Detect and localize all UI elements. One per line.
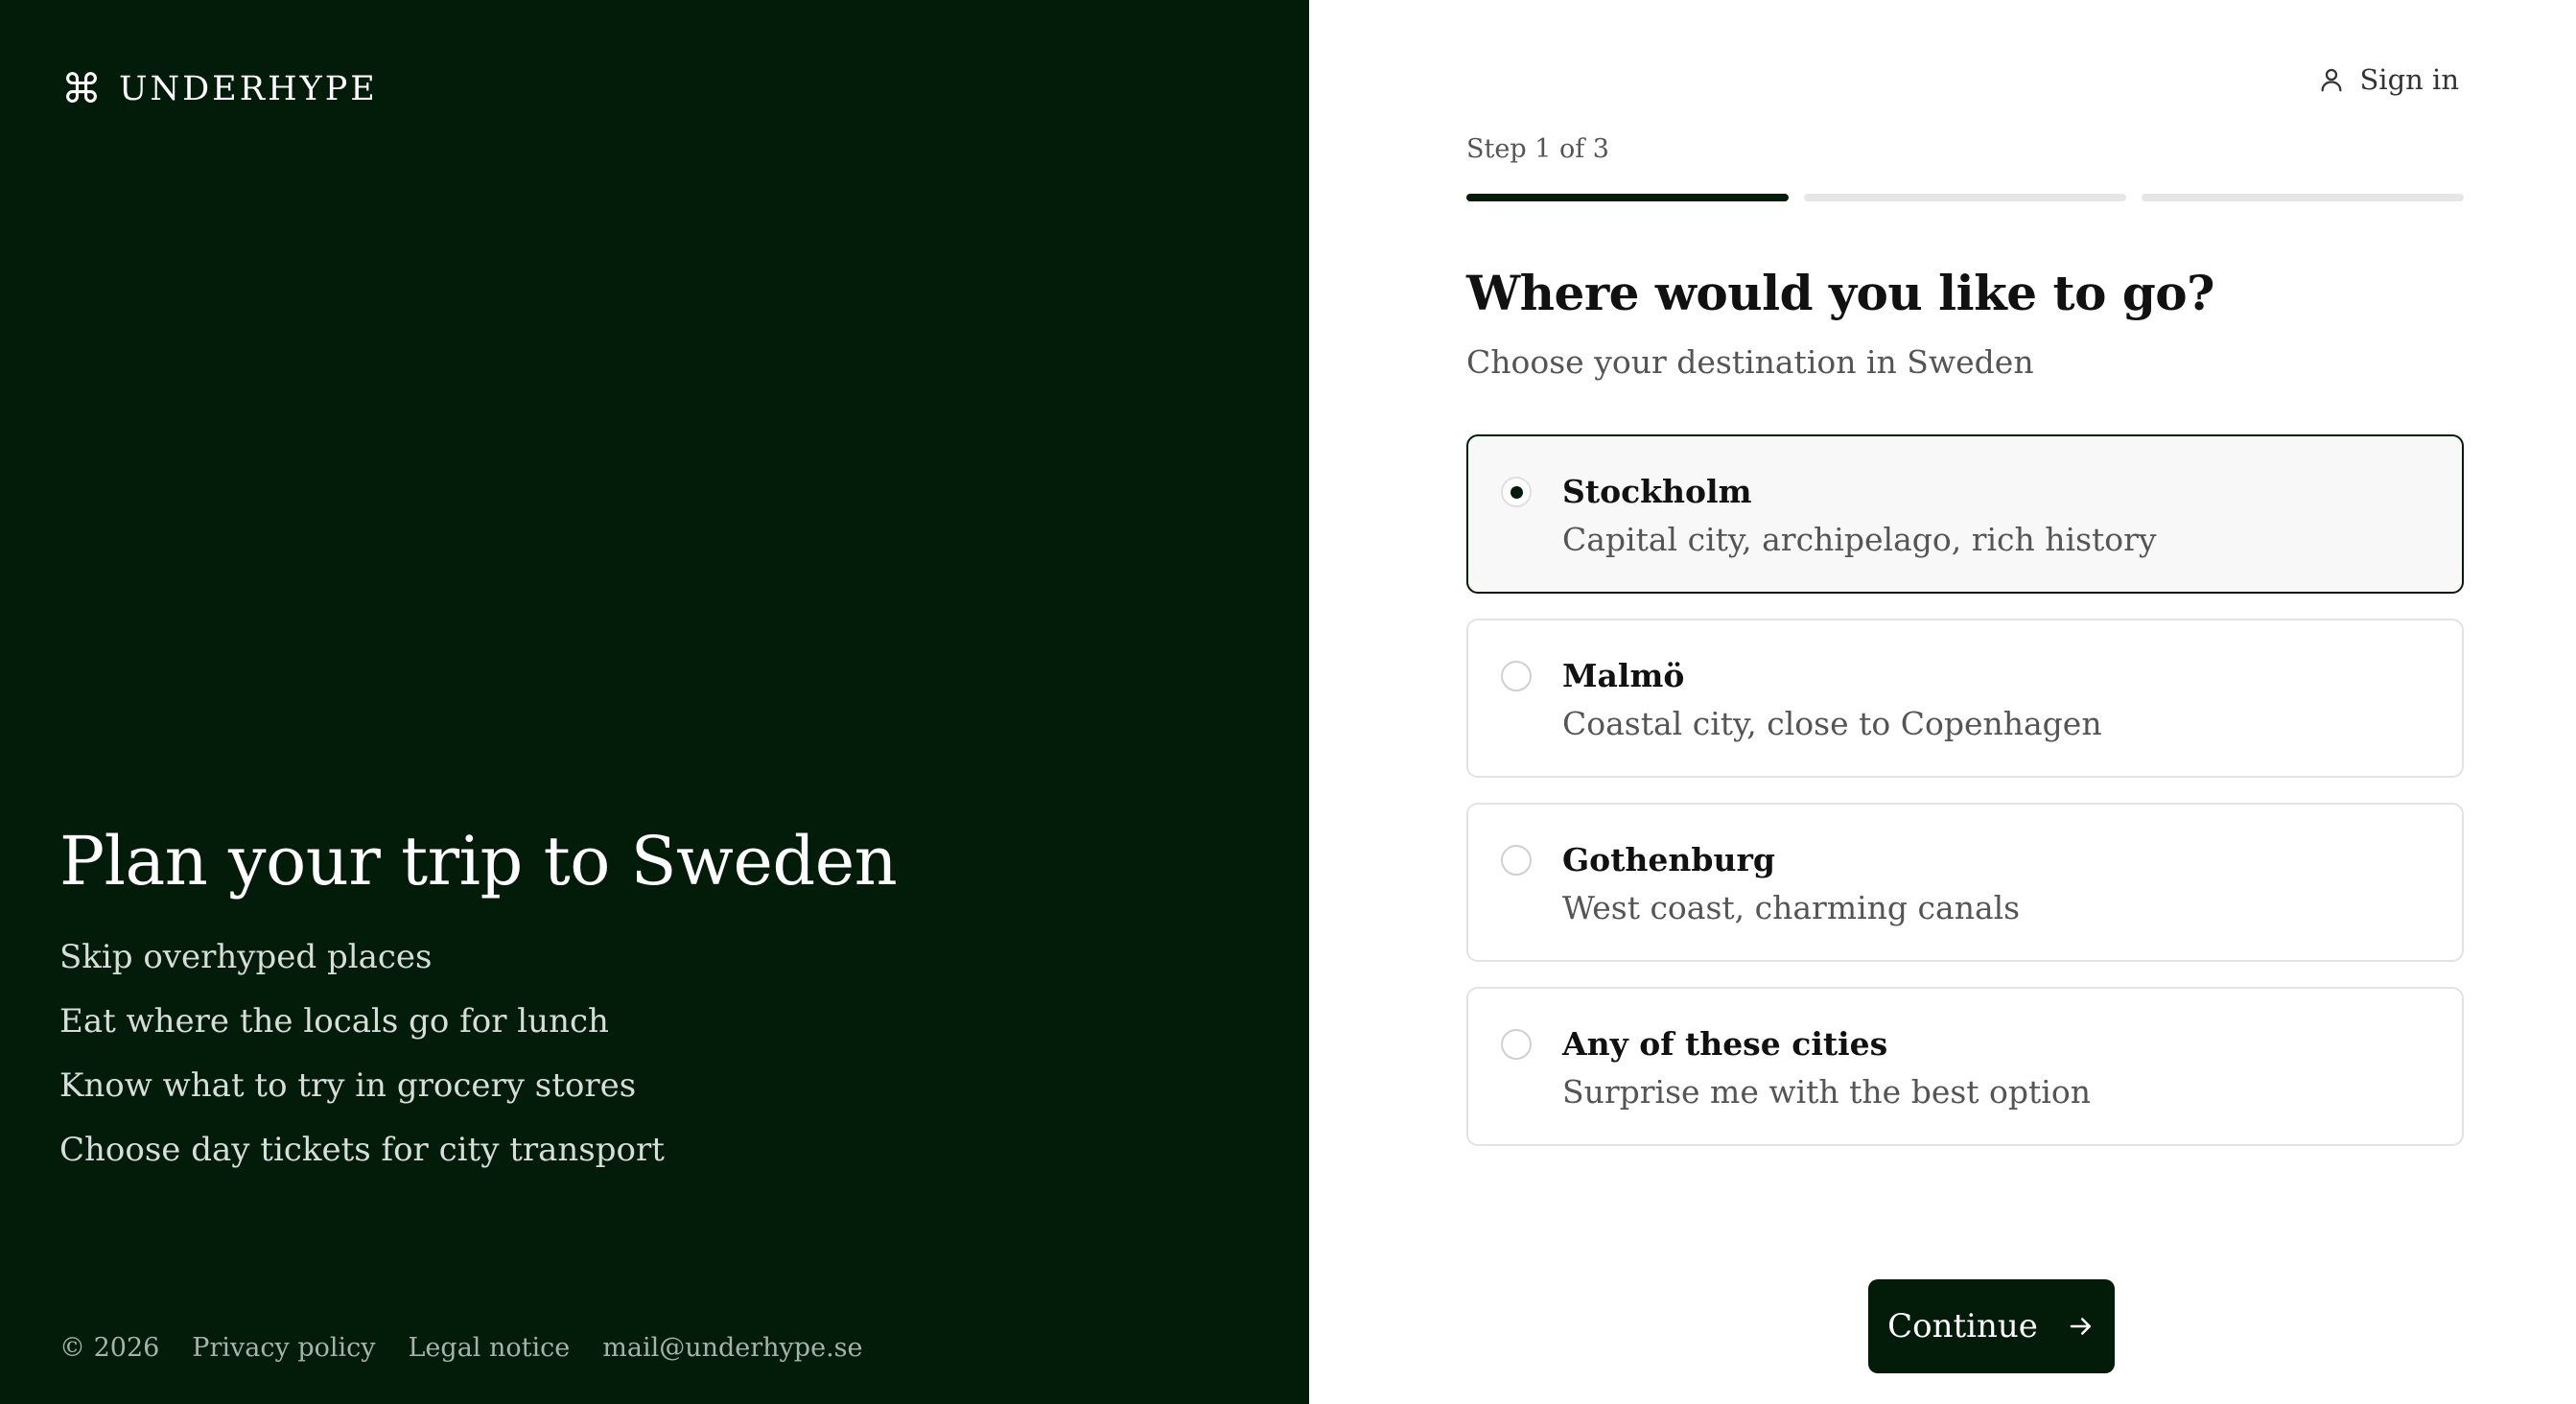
arrow-right-icon bbox=[2067, 1312, 2096, 1341]
option-description: West coast, charming canals bbox=[1562, 889, 2021, 926]
option-title: Stockholm bbox=[1562, 473, 1752, 510]
radio-button[interactable] bbox=[1501, 661, 1532, 691]
footer bbox=[59, 1333, 863, 1363]
option-stockholm[interactable] bbox=[1466, 434, 2464, 594]
hero bbox=[59, 823, 1210, 1182]
option-title: Any of these cities bbox=[1562, 1025, 1888, 1063]
feature-item: Skip overhyped places bbox=[59, 937, 433, 976]
progress-segment-1 bbox=[1466, 194, 1789, 201]
radio-button[interactable] bbox=[1501, 845, 1532, 876]
step-indicator: Step 1 of 3 bbox=[1466, 134, 1609, 164]
feature-item: Choose day tickets for city transport bbox=[59, 1130, 665, 1169]
brand-logo[interactable] bbox=[61, 65, 378, 112]
feature-item: Know what to try in grocery stores bbox=[59, 1065, 637, 1105]
sign-in-button[interactable] bbox=[2317, 63, 2459, 96]
question-title: Where would you like to go? bbox=[1466, 265, 2214, 321]
progress-bar bbox=[1466, 194, 2464, 201]
copyright: © 2026 bbox=[59, 1333, 160, 1363]
legal-notice-link[interactable]: Legal notice bbox=[408, 1333, 571, 1363]
user-icon bbox=[2317, 65, 2346, 94]
right-panel bbox=[1309, 0, 2576, 1404]
brand-name: UNDERHYPE bbox=[119, 70, 378, 108]
option-malmo[interactable] bbox=[1466, 619, 2464, 778]
hero-title: Plan your trip to Sweden bbox=[59, 822, 898, 901]
continue-button[interactable] bbox=[1868, 1279, 2115, 1373]
feature-item: Eat where the locals go for lunch bbox=[59, 1001, 609, 1041]
option-description: Capital city, archipelago, rich history bbox=[1562, 521, 2157, 558]
feature-list bbox=[59, 925, 1210, 1182]
progress-segment-2 bbox=[1804, 194, 2126, 201]
radio-button[interactable] bbox=[1501, 1029, 1532, 1060]
destination-options bbox=[1466, 434, 2464, 1171]
privacy-policy-link[interactable]: Privacy policy bbox=[192, 1333, 376, 1363]
command-icon: ⌘ bbox=[61, 65, 102, 112]
question-subtitle: Choose your destination in Sweden bbox=[1466, 343, 2034, 381]
email-link[interactable]: mail@underhype.se bbox=[602, 1333, 863, 1363]
option-any-city[interactable] bbox=[1466, 987, 2464, 1146]
option-description: Surprise me with the best option bbox=[1562, 1073, 2091, 1111]
option-gothenburg[interactable] bbox=[1466, 803, 2464, 962]
sign-in-label: Sign in bbox=[2359, 63, 2459, 96]
option-title: Gothenburg bbox=[1562, 841, 1775, 878]
option-title: Malmö bbox=[1562, 657, 1685, 694]
radio-button[interactable] bbox=[1501, 477, 1532, 507]
progress-segment-3 bbox=[2142, 194, 2464, 201]
continue-label: Continue bbox=[1887, 1307, 2038, 1346]
option-description: Coastal city, close to Copenhagen bbox=[1562, 705, 2102, 742]
